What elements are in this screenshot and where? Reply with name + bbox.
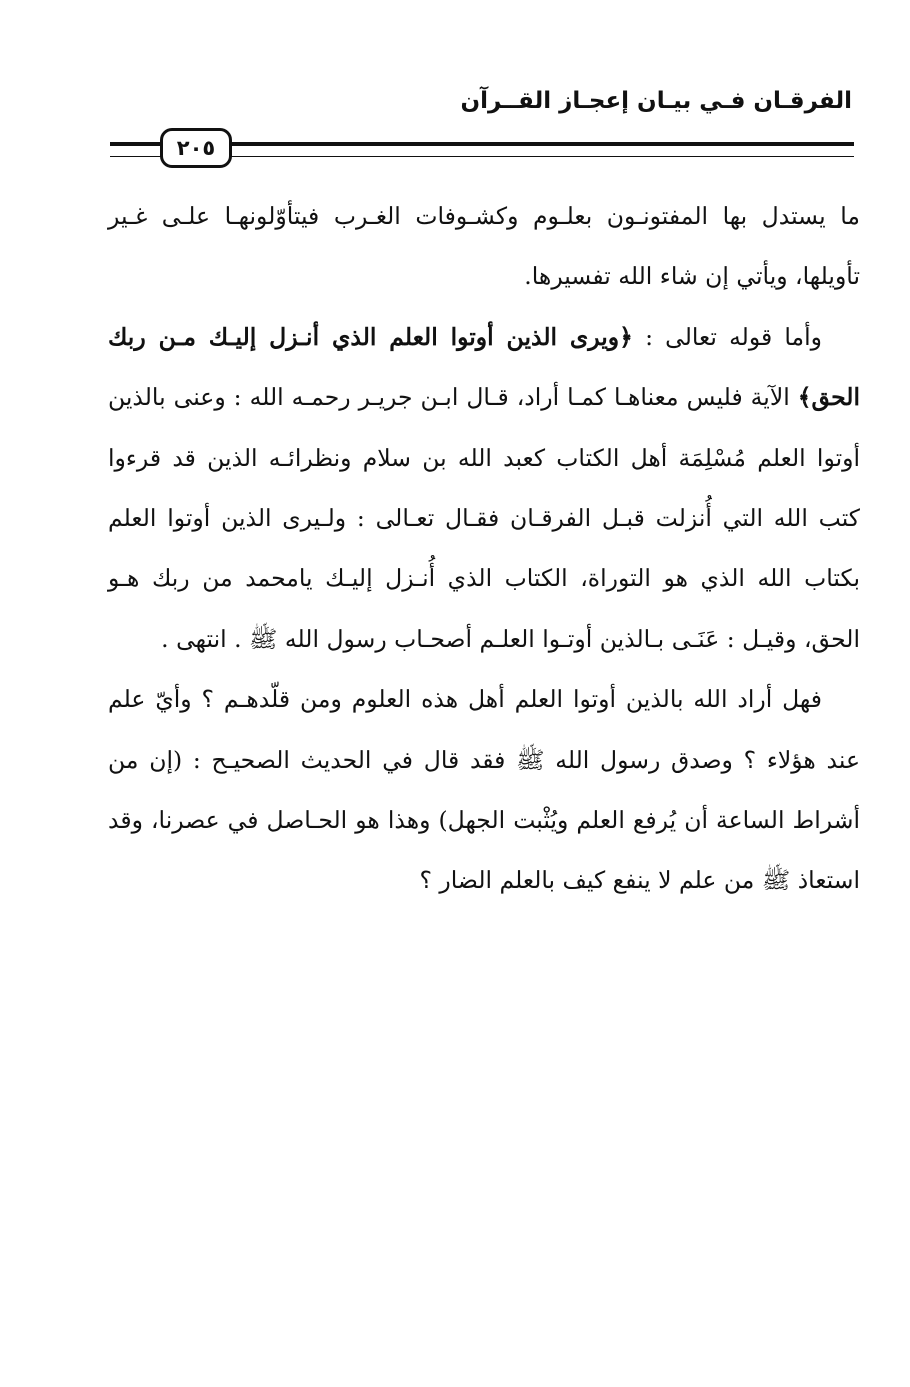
page-number-frame xyxy=(160,128,232,168)
header-rule-thin-line xyxy=(230,156,854,157)
page-number: ٢٠٥ xyxy=(176,136,216,160)
paragraph-2-rest: الآية فليس معناهـا كمـا أراد، قـال ابـن جريـر رحمـه الله : وعنى بالذين أوتوا العلم مُسْلِمَة أهل الكتاب كعبد الله بن سلام ونظرائـه الذين قد قرءوا كتب الله التي أُنزلت قبـل الفرقـان فقـال تعـالى : ولـيرى الذين أوتوا العلم بكتاب الله الذي هو التوراة، الكتاب الذي أُنـزل إليـك يامحمد من ربك هـو الحق، وقيـل : عَنَـى بـالذين أوتـوا العلـم أصحـاب رسول الله ﷺ . انتهى . xyxy=(108,383,860,653)
quran-verse: ﴿ويرى الذين أوتوا العلم الذي أنـزل إليـك مـن ربك الحق﴾ xyxy=(108,322,860,412)
header-rule xyxy=(110,128,854,174)
paragraph-1: ما يستدل بها المفتونـون بعلـوم وكشـوفات الغـرب فيتأوّلونهـا علـى غـير تأويلها، ويأتي إن شاء الله تفسيرها. xyxy=(108,202,860,291)
paragraph-2 xyxy=(108,307,860,669)
header-rule-thick-line xyxy=(230,142,854,146)
body-text xyxy=(108,186,860,911)
paragraph-3: فهل أراد الله بالذين أوتوا العلم أهل هذه العلوم ومن قلّدهـم ؟ وأيّ علم عند هؤلاء ؟ وصدق رسول الله ﷺ فقد قال في الحديث الصحيـح : (إن من أشراط الساعة أن يُرفع العلم ويُثْبت الجهل) وهذا هو الحـاصل في عصرنا، وقد استعاذ ﷺ من علم لا ينفع كيف بالعلم الضار ؟ xyxy=(108,685,860,895)
running-header-title: الفرقـان فـي بيـان إعجـاز القــرآن xyxy=(460,88,852,114)
header-rule-left-thick xyxy=(110,142,162,146)
header-rule-left-thin xyxy=(110,156,162,157)
paragraph-2-intro: وأما قوله تعالى : xyxy=(632,322,822,351)
